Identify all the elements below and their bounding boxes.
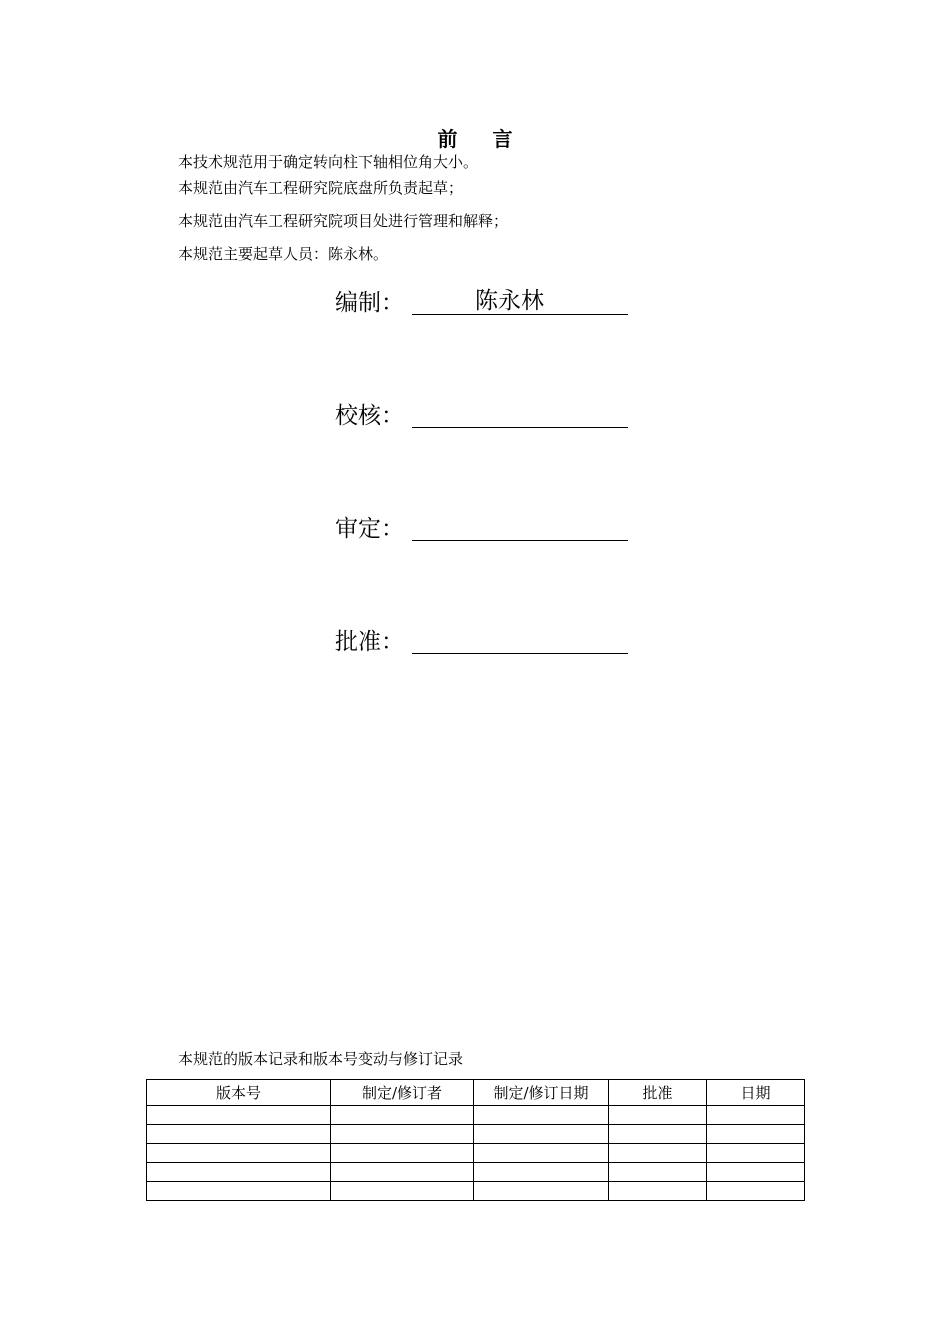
table-cell[interactable] bbox=[474, 1144, 609, 1163]
table-cell[interactable] bbox=[331, 1106, 474, 1125]
table-cell[interactable] bbox=[707, 1144, 805, 1163]
table-cell[interactable] bbox=[147, 1106, 331, 1125]
table-cell[interactable] bbox=[474, 1106, 609, 1125]
preface-paragraph-drafters: 本规范主要起草人员：陈永林。 bbox=[178, 245, 389, 263]
table-cell[interactable] bbox=[609, 1182, 707, 1201]
records-caption: 本规范的版本记录和版本号变动与修订记录 bbox=[178, 1050, 464, 1068]
signature-line-approved[interactable] bbox=[412, 623, 628, 654]
table-row bbox=[147, 1144, 805, 1163]
signature-line-reviewed[interactable] bbox=[412, 510, 628, 541]
table-cell[interactable] bbox=[331, 1163, 474, 1182]
table-cell[interactable] bbox=[331, 1125, 474, 1144]
column-header-author: 制定/修订者 bbox=[331, 1080, 474, 1106]
records-header-row bbox=[147, 1080, 805, 1106]
table-cell[interactable] bbox=[147, 1125, 331, 1144]
table-cell[interactable] bbox=[331, 1182, 474, 1201]
column-header-revision-date: 制定/修订日期 bbox=[474, 1080, 609, 1106]
signature-label-checked: 校核： bbox=[335, 403, 404, 429]
column-header-approval: 批准 bbox=[609, 1080, 707, 1106]
table-cell[interactable] bbox=[474, 1125, 609, 1144]
signature-label-reviewed: 审定： bbox=[335, 516, 404, 542]
table-cell[interactable] bbox=[707, 1125, 805, 1144]
preface-title: 前 言 bbox=[437, 127, 527, 151]
preface-paragraph-drafting: 本规范由汽车工程研究院底盘所负责起草； bbox=[178, 179, 464, 197]
table-cell[interactable] bbox=[609, 1144, 707, 1163]
table-row bbox=[147, 1182, 805, 1201]
signature-value-compiled: 陈永林 bbox=[475, 288, 544, 314]
table-cell[interactable] bbox=[147, 1144, 331, 1163]
signature-label-compiled: 编制： bbox=[335, 290, 404, 316]
table-cell[interactable] bbox=[474, 1163, 609, 1182]
table-cell[interactable] bbox=[147, 1163, 331, 1182]
table-cell[interactable] bbox=[707, 1182, 805, 1201]
table-row bbox=[147, 1163, 805, 1182]
preface-paragraph-purpose: 本技术规范用于确定转向柱下轴相位角大小。 bbox=[178, 153, 479, 171]
table-cell[interactable] bbox=[147, 1182, 331, 1201]
table-cell[interactable] bbox=[474, 1182, 609, 1201]
revision-records-table bbox=[146, 1079, 805, 1201]
table-row bbox=[147, 1106, 805, 1125]
preface-paragraph-management: 本规范由汽车工程研究院项目处进行管理和解释； bbox=[178, 212, 509, 230]
table-cell[interactable] bbox=[609, 1125, 707, 1144]
signature-label-approved: 批准： bbox=[335, 629, 404, 655]
signature-line-checked[interactable] bbox=[412, 397, 628, 428]
column-header-date: 日期 bbox=[707, 1080, 805, 1106]
table-cell[interactable] bbox=[707, 1163, 805, 1182]
table-row bbox=[147, 1125, 805, 1144]
table-cell[interactable] bbox=[609, 1106, 707, 1125]
signature-line-compiled[interactable] bbox=[412, 284, 628, 315]
table-cell[interactable] bbox=[609, 1163, 707, 1182]
table-cell[interactable] bbox=[707, 1106, 805, 1125]
column-header-version: 版本号 bbox=[147, 1080, 331, 1106]
table-cell[interactable] bbox=[331, 1144, 474, 1163]
